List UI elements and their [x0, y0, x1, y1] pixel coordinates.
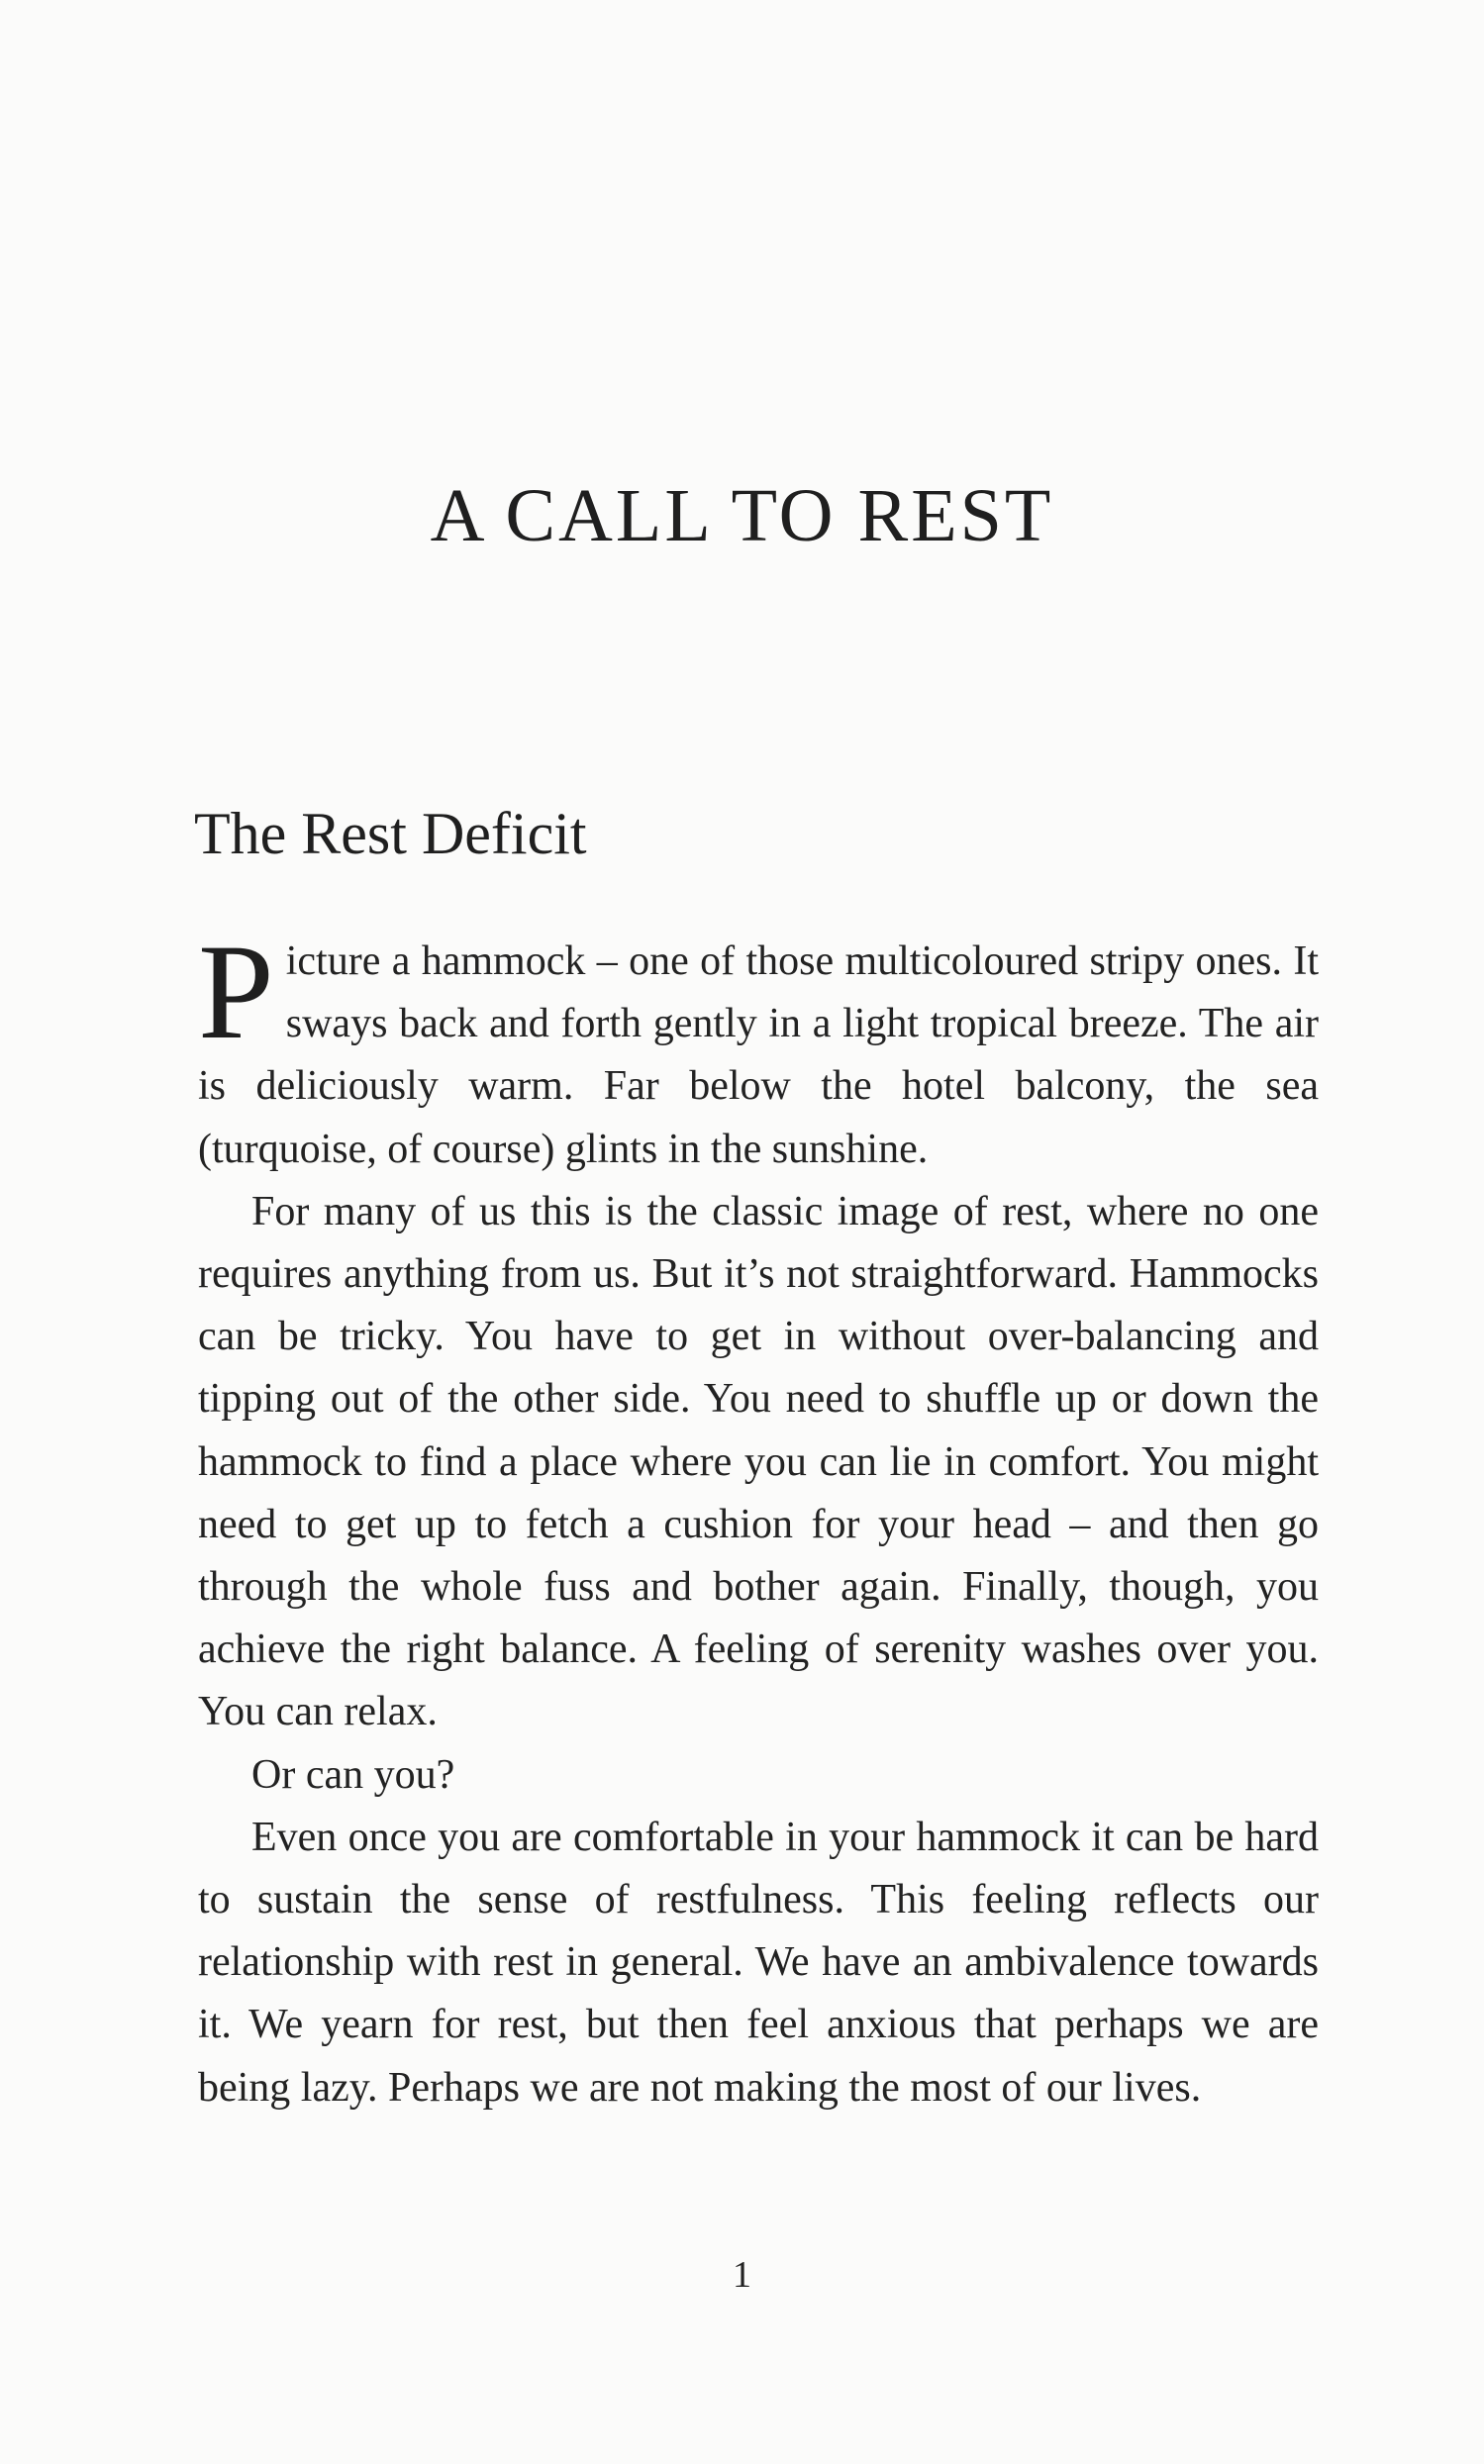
paragraph-1-text: icture a hammock – one of those multicoloured stripy ones. It sways back and forth gently in a light tropical breeze. The air is deliciously warm. Far below the hotel balcony, the sea (turquoise, of course) glints in the sunshine. [198, 938, 1319, 1172]
page-number: 1 [733, 2254, 751, 2296]
paragraph-3: Or can you? [251, 1751, 455, 1798]
chapter-title: A CALL TO REST [430, 474, 1054, 557]
body-text [198, 916, 1319, 2119]
paragraph-2: For many of us this is the classic image of rest, where no one requires anything from us. But it’s not straightforward. Hammocks can be tricky. You have to get in without over-balancing and tipping out of the other side. You need to shuffle up or down the hammock to find a place where you can lie in comfort. You might need to get up to fetch a cushion for your head – and then go through the whole fuss and bother again. Finally, though, you achieve the right balance. A feeling of serenity washes over you. You can relax. [198, 1188, 1319, 1735]
paragraph-4: Even once you are comfortable in your hammock it can be hard to sustain the sense of restfulness. This feeling reflects our relationship with rest in general. We have an ambivalence towards it. We yearn for rest, but then feel anxious that perhaps we are being lazy. Perhaps we are not making the most of our lives. [198, 1814, 1319, 2111]
paragraph-1 [198, 916, 1319, 1181]
section-heading: The Rest Deficit [194, 801, 587, 866]
drop-cap: P [198, 916, 274, 1067]
